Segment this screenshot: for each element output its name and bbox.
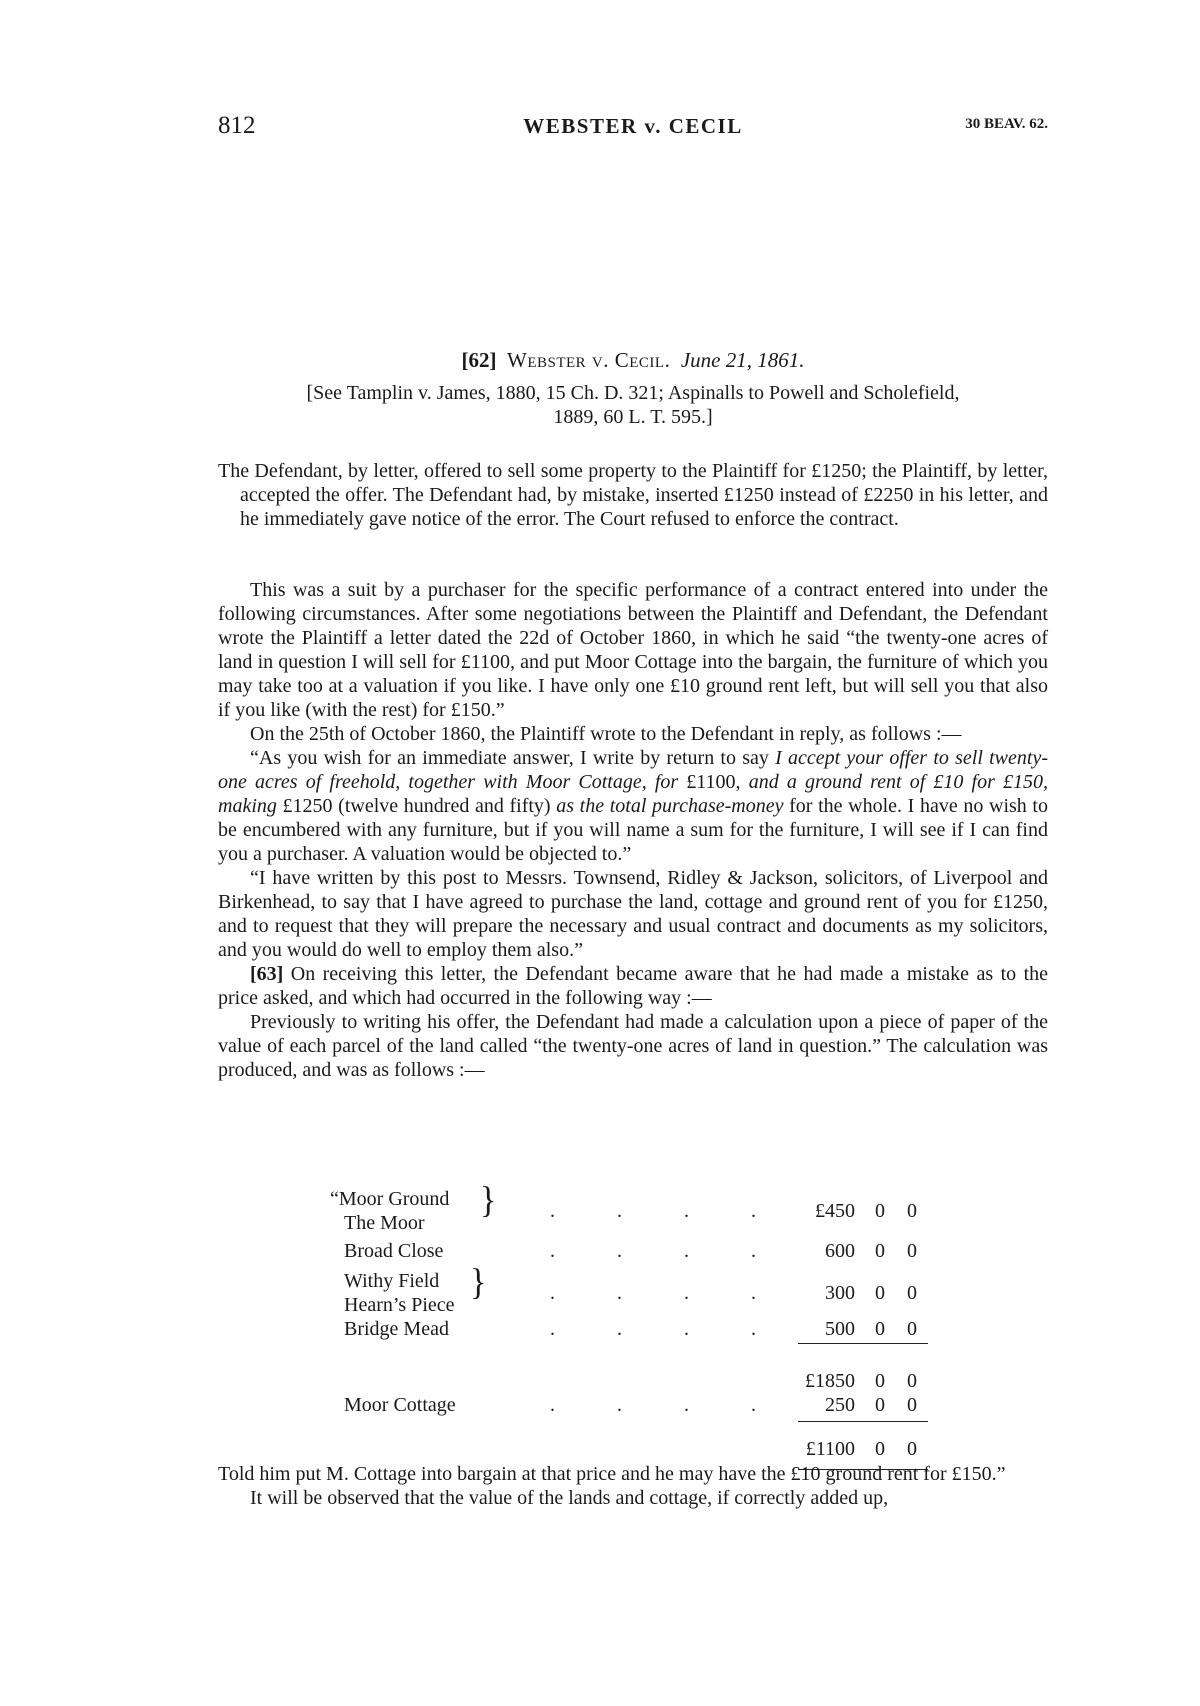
- table-row: “Moor Ground The Moor } .... £450 0 0: [330, 1180, 917, 1234]
- sum-rule: [798, 1343, 928, 1344]
- calculation-table: [330, 1180, 950, 1461]
- case-citations: [218, 381, 1048, 429]
- running-head: [218, 112, 1048, 142]
- subtotal-row: £1850 0 0: [805, 1370, 917, 1392]
- running-title: WEBSTER v. CECIL: [523, 114, 743, 138]
- report-reference: 30 BEAV. 62.: [965, 116, 1048, 132]
- paragraph: “I have written by this post to Messrs. Townsend, Ridley & Jackson, solicitors, of Liverpool and Birkenhead, to say that I have agreed to purchase the land, cottage and ground rent of you for £1250, and to request that they will prepare the necessary and usual contract and documents as my solicitors, and you would do well to employ them also.”: [218, 867, 1048, 961]
- citation-line-1: [See Tamplin v. James, 1880, 15 Ch. D. 321; Aspinalls to Powell and Scholefield,: [306, 382, 960, 404]
- sum-rule: [798, 1421, 928, 1422]
- body-text: [218, 578, 1048, 1082]
- paragraph: Told him put M. Cottage into bargain at that price and he may have the £10 ground rent for £150.”: [218, 1463, 1006, 1485]
- total-row: £1100 0 0: [805, 1438, 917, 1460]
- table-row: Withy Field Hearn’s Piece } .... 300 0 0: [344, 1262, 917, 1316]
- body-text-continued: [218, 1462, 1048, 1510]
- case-date: June 21, 1861.: [680, 348, 805, 372]
- paragraph: On the 25th of October 1860, the Plaintiff wrote to the Defendant in reply, as follows :—: [250, 723, 962, 745]
- case-heading: [218, 347, 1048, 373]
- citation-line-2: 1889, 60 L. T. 595.]: [553, 406, 713, 428]
- quoted-letter-paragraph: “As you wish for an immediate answer, I write by return to say I accept your offer to sell twenty-one acres of freehold, together with Moor Cottage, for £1100, and a ground rent of £10 for £150, making £1250 (twelve hundred and fifty) as the total purchase-money for the whole. I have no wish to be encumbered with any furniture, but if you will name a sum for the furniture, I will see if I can find you a purchaser. A valuation would be objected to.”: [218, 747, 1048, 865]
- table-row: Bridge Mead .... 500 0 0: [344, 1318, 917, 1340]
- paragraph: [63] On receiving this letter, the Defendant became aware that he had made a mistake as to the price asked, and which had occurred in the following way :—: [218, 963, 1048, 1009]
- table-row: Broad Close .... 600 0 0: [344, 1240, 917, 1262]
- page-marker: [63]: [250, 963, 284, 985]
- table-row: Moor Cottage .... 250 0 0: [344, 1394, 917, 1416]
- paragraph: Previously to writing his offer, the Defendant had made a calculation upon a piece of paper of the value of each parcel of the land called “the twenty-one acres of land in question.” The calculation was produced, and was as follows :—: [218, 1011, 1048, 1081]
- headnote: The Defendant, by letter, offered to sell some property to the Plaintiff for £1250; the Plaintiff, by letter, accepted the offer. The Defendant had, by mistake, inserted £1250 instead of £2250 in his letter, and he immediately gave notice of the error. The Court refused to enforce the contract.: [218, 460, 1048, 530]
- case-name: Webster v. Cecil.: [507, 348, 671, 372]
- case-page-ref: [62]: [461, 348, 497, 372]
- paragraph: This was a suit by a purchaser for the specific performance of a contract entered into under the following circumstances. After some negotiations between the Plaintiff and Defendant, the Defendant wrote the Plaintiff a letter dated the 22d of October 1860, in which he said “the twenty-one acres of land in question I will sell for £1100, and put Moor Cottage into the bargain, the furniture of which you may take too at a valuation if you like. I have only one £10 ground rent left, but will sell you that also if you like (with the rest) for £150.”: [218, 579, 1048, 721]
- paragraph: It will be observed that the value of the lands and cottage, if correctly added up,: [250, 1487, 889, 1509]
- page-number: 812: [218, 112, 256, 139]
